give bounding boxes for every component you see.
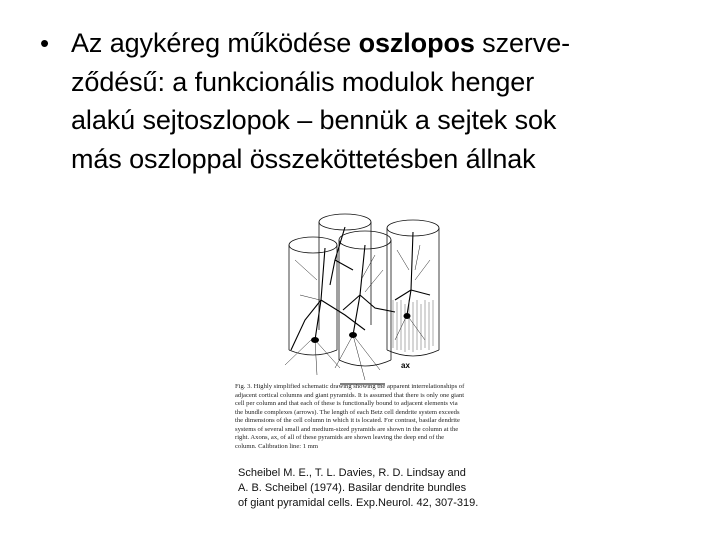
bullet-text	[71, 24, 691, 178]
citation-line-3: of giant pyramidal cells. Exp.Neurol. 42, 307-319.	[238, 497, 479, 509]
bullet-line-4: más oszloppal összeköttetésben állnak	[71, 143, 536, 174]
bullet-line-3: alakú sejtoszlopok – bennük a sejtek sok	[71, 105, 557, 135]
column-top	[289, 237, 337, 253]
figure-caption: Fig. 3. Highly simplified schematic drawing showing the apparent interrelationships of adjacent cortical columns and giant pyramids. It is assumed that there is only one giant cell per column and that each of these is functionally bound to adjacent elements via the bundle complexes (arrows). The length of each Betz cell dendrite system exceeds the dimensions of the cell column in which it is located. For contrast, basilar dendrite systems of several small and medium-sized pyramids are shown in the column at the right. Axons, ax, of all of these pyramids are shown leaving the deep end of the column. Calibration line: 1 mm	[235, 383, 465, 450]
bullet-dot: •	[40, 28, 50, 58]
citation-line-1: Scheibel M. E., T. L. Davies, R. D. Lindsay and	[238, 467, 466, 479]
citation-line-2: A. B. Scheibel (1974). Basilar dendrite bundles	[238, 482, 467, 494]
bullet-line-2: ződésű: a funkcionális modulok henger	[71, 66, 535, 97]
cortical-columns-figure	[225, 200, 495, 510]
citation	[238, 466, 488, 511]
axon-label: ax	[401, 361, 410, 370]
bold-term: oszlopos	[358, 28, 475, 58]
cortical-columns-drawing	[225, 200, 495, 390]
bullet-line-1: Az agykéreg működése oszlopos szerve-	[71, 28, 570, 58]
